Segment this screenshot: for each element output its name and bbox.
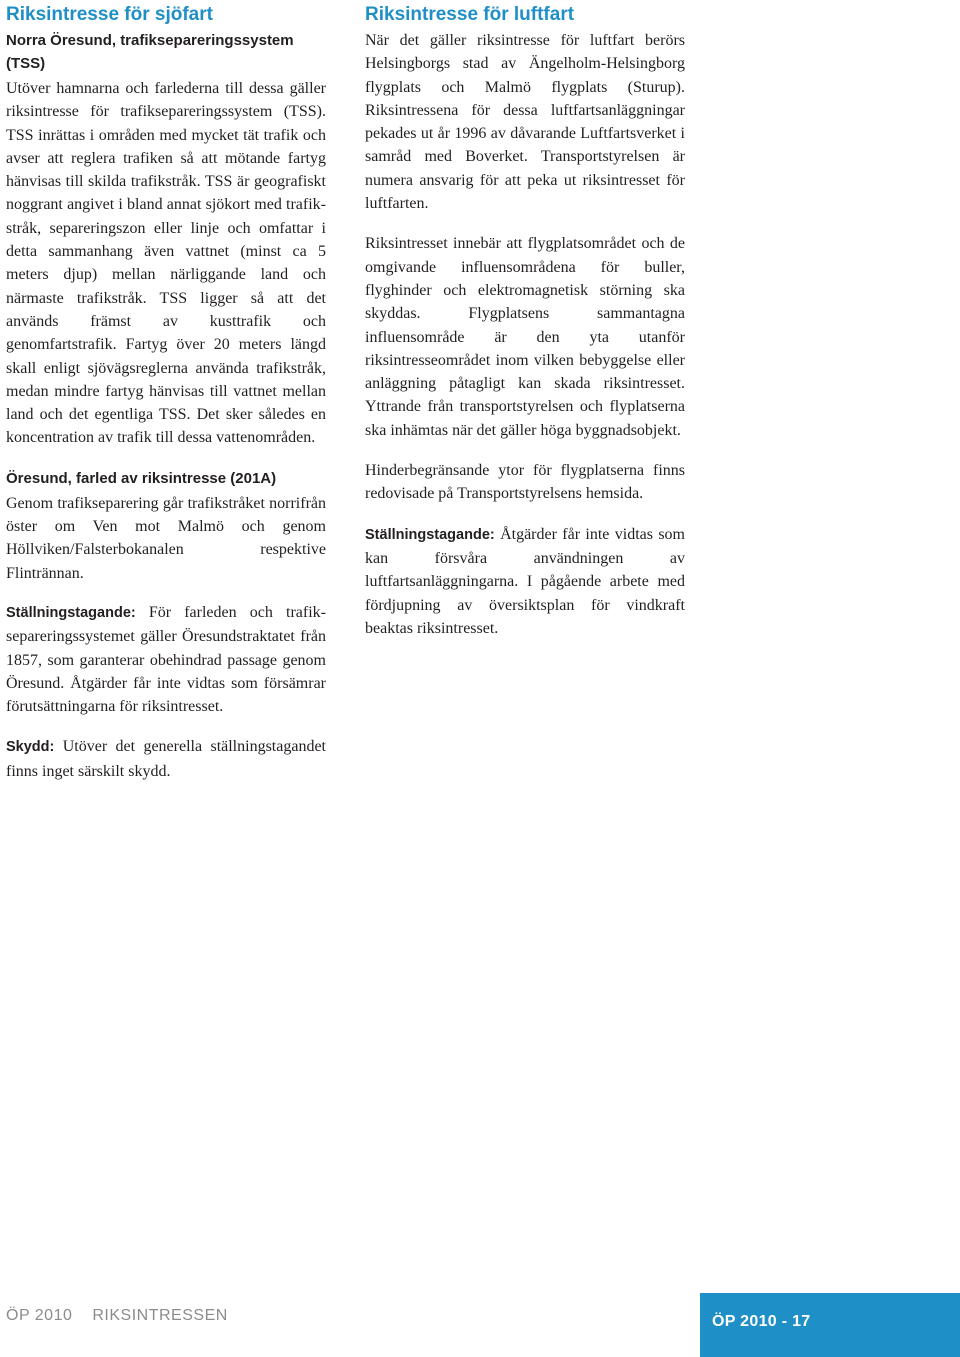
right-column [365, 0, 685, 657]
protection-text: Utöver det generella ställningstagandet finns inget särskilt skydd. [6, 738, 326, 780]
subheading-fairway: Öresund, farled av riksintresse (201A) [6, 469, 277, 487]
footer-doc-name: ÖP 2010 [6, 1307, 73, 1324]
paragraph-protection [6, 735, 326, 783]
paragraph-fairway: Genom trafikseparering går trafikstråket norrifrån öster om Ven mot Malmö och genom Höllviken/Falsterbokanalen respektive Flintrännan. [6, 494, 326, 582]
section-heading-aviation: Riksintresse för luftfart [365, 4, 575, 25]
stance-label: Ställningstagande: [365, 526, 495, 543]
subheading-tss: Norra Öresund, trafiksepareringssystem (TSS) [6, 32, 294, 72]
section-heading-shipping: Riksintresse för sjöfart [6, 4, 213, 25]
paragraph-aviation-influence: Riksintresset innebär att flygplatsområdet och de omgivande influensområdena för buller, flyghinder och elektromagnetisk störning ska skyddas. Flygplatsens sammantagna influensområde är den yta utanför riksintresseområdet inom vilken bebyggelse eller anläggning påtagligt kan skada riksintresset. Yttrande från transportstyrelsen och flyplatserna ska inhämtas när det gäller höga byggnadsobjekt. [365, 235, 685, 439]
stance-text: För farleden och trafiksepareringssystemet gäller Öresundstraktatet från 1857, som garanterar obehindrad passage genom Öresund. Åtgärder får inte vidtas som försämrar förutsättningarna för riksintresset. [6, 603, 326, 716]
paragraph-tss: Utöver hamnarna och farlederna till dessa gäller riksintresse för trafiksepareringssystem (TSS). TSS inrättas i områden med mycket tät trafik och avser att reglera trafiken så att mötande fartyg hänvisas till skilda trafikstråk. TSS är geografiskt noggrant angivet i bland annat sjökort med trafikstråk, separeringszon eller linje och omfattar i detta sammanhang även vattnet (minst ca 5 meters djup) mellan närliggande land och närmaste trafikstråk. TSS ligger så att det används främst av kusttrafik och genomfartstrafik. Fartyg över 20 meters längd skall enligt sjövägsreglerna använda trafikstråk, medan mindre fartyg hänvisas till vattnet mellan land och det egentliga TSS. Det sker således en koncentration av trafik till dessa vattenområden. [6, 80, 326, 447]
footer-running-title [6, 1307, 228, 1325]
footer-section-name: RIKSINTRESSEN [92, 1307, 228, 1324]
paragraph-shipping-stance [6, 601, 326, 718]
left-column [6, 0, 326, 800]
paragraph-obstacle-surfaces: Hinderbegränsande ytor för flygplatserna finns redovisade på Transportstyrelsens hemsida. [365, 462, 685, 503]
stance-label: Ställningstagande: [6, 604, 136, 621]
protection-label: Skydd: [6, 739, 55, 756]
paragraph-aviation-intro: När det gäller riksintresse för luftfart berörs Helsingborgs stad av Ängelholm-Helsingborg flygplats och Malmö flygplats (Sturup). Riksintressena för dessa luftfartsanläggningar pekades ut år 1996 av dåvarande Luftfartsverket i samråd med Boverket. Transportstyrelsen är numera ansvarig för att peka ut riksintresset för luftfarten. [365, 32, 685, 213]
page-number: ÖP 2010 - 17 [712, 1313, 811, 1330]
paragraph-aviation-stance [365, 523, 685, 640]
stance-text: Åtgärder får inte vidtas som kan försvåra användningen av luftfartsanläggningarna. I pågående arbete med fördjupning av översiktsplan för vindkraft beaktas riksintresset. [365, 525, 685, 637]
page-number-badge [700, 1293, 960, 1357]
